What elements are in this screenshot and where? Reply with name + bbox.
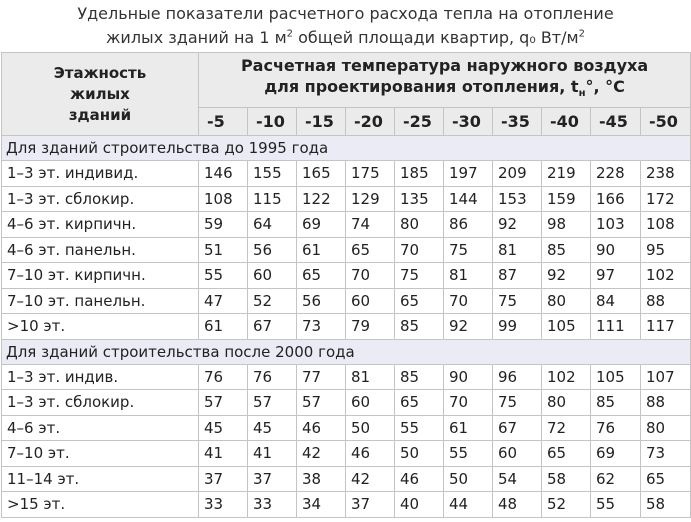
section-row <box>2 136 691 161</box>
row-label: 1–3 эт. сблокир. <box>2 390 199 416</box>
table-cell: 228 <box>591 161 641 187</box>
table-cell: 153 <box>493 186 542 212</box>
table-cell: 52 <box>542 492 591 518</box>
table-cell: 108 <box>641 212 691 238</box>
table-cell: 165 <box>297 161 346 187</box>
table-cell: 185 <box>395 161 444 187</box>
section-title: Для зданий строительства до 1995 года <box>2 136 691 161</box>
row-label: >10 эт. <box>2 314 199 340</box>
table-cell: 81 <box>346 364 395 390</box>
table-cell: 129 <box>346 186 395 212</box>
table-cell: 86 <box>444 212 493 238</box>
table-cell: 90 <box>444 364 493 390</box>
table-row <box>2 186 691 212</box>
table-cell: 80 <box>641 415 691 441</box>
table-cell: 55 <box>199 263 248 289</box>
table-cell: 74 <box>346 212 395 238</box>
title-line-2 <box>0 26 691 50</box>
floors-header-line-2: жилых <box>70 84 130 103</box>
table-cell: 54 <box>493 466 542 492</box>
table-cell: 81 <box>444 263 493 289</box>
table-cell: 102 <box>542 364 591 390</box>
table-cell: 51 <box>199 237 248 263</box>
table-cell: 57 <box>199 390 248 416</box>
table-cell: 105 <box>591 364 641 390</box>
table-cell: 107 <box>641 364 691 390</box>
table-cell: 70 <box>395 237 444 263</box>
table-cell: 197 <box>444 161 493 187</box>
table-cell: 57 <box>297 390 346 416</box>
title-line-2-prefix: жилых зданий на 1 м <box>106 28 287 47</box>
table-cell: 159 <box>542 186 591 212</box>
table-cell: 69 <box>297 212 346 238</box>
table-cell: 92 <box>444 314 493 340</box>
table-cell: 75 <box>395 263 444 289</box>
temperature-header-line-2 <box>264 77 625 100</box>
section-title: Для зданий строительства после 2000 года <box>2 339 691 364</box>
temp-column-header: -5 <box>199 108 248 136</box>
table-cell: 172 <box>641 186 691 212</box>
table-cell: 88 <box>641 390 691 416</box>
temp-column-header: -40 <box>542 108 591 136</box>
row-label: 1–3 эт. индив. <box>2 364 199 390</box>
table-cell: 92 <box>493 212 542 238</box>
table-cell: 70 <box>444 288 493 314</box>
table-cell: 85 <box>395 314 444 340</box>
table-cell: 70 <box>444 390 493 416</box>
table-cell: 81 <box>493 237 542 263</box>
temperature-header-line-1: Расчетная температура наружного воздуха <box>240 56 649 76</box>
table-cell: 95 <box>641 237 691 263</box>
table-cell: 69 <box>591 441 641 467</box>
table-cell: 65 <box>297 263 346 289</box>
table-cell: 90 <box>591 237 641 263</box>
table-cell: 61 <box>297 237 346 263</box>
table-cell: 45 <box>248 415 297 441</box>
table-cell: 59 <box>199 212 248 238</box>
table-cell: 65 <box>346 237 395 263</box>
table-cell: 42 <box>346 466 395 492</box>
table-cell: 58 <box>641 492 691 518</box>
temperature-header-sub: н <box>578 88 586 100</box>
table-cell: 65 <box>395 288 444 314</box>
table-cell: 75 <box>493 288 542 314</box>
heat-consumption-table <box>1 52 691 518</box>
table-cell: 108 <box>199 186 248 212</box>
temperature-header <box>199 53 691 108</box>
table-cell: 105 <box>542 314 591 340</box>
floors-header <box>2 53 199 136</box>
table-cell: 65 <box>542 441 591 467</box>
temp-column-header: -20 <box>346 108 395 136</box>
table-cell: 50 <box>346 415 395 441</box>
table-row <box>2 237 691 263</box>
table-cell: 209 <box>493 161 542 187</box>
table-cell: 47 <box>199 288 248 314</box>
table-cell: 76 <box>591 415 641 441</box>
temperature-header-suffix: °, °C <box>585 77 625 97</box>
table-cell: 238 <box>641 161 691 187</box>
table-cell: 61 <box>199 314 248 340</box>
table-cell: 46 <box>346 441 395 467</box>
table-cell: 76 <box>248 364 297 390</box>
table-cell: 57 <box>248 390 297 416</box>
table-cell: 117 <box>641 314 691 340</box>
title-sup-2: 2 <box>578 28 585 40</box>
table-cell: 40 <box>395 492 444 518</box>
table-row <box>2 492 691 518</box>
temperature-header-prefix: для проектирования отопления, t <box>264 77 579 97</box>
title-line-1: Удельные показатели расчетного расхода тепла на отопление <box>77 4 614 23</box>
row-label: 4–6 эт. кирпичн. <box>2 212 199 238</box>
table-cell: 85 <box>395 364 444 390</box>
table-cell: 33 <box>199 492 248 518</box>
table-cell: 50 <box>395 441 444 467</box>
table-cell: 166 <box>591 186 641 212</box>
row-label: 4–6 эт. панельн. <box>2 237 199 263</box>
floors-header-line-1: Этажность <box>53 63 147 82</box>
table-row <box>2 288 691 314</box>
table-cell: 103 <box>591 212 641 238</box>
temp-column-header: -35 <box>493 108 542 136</box>
table-cell: 146 <box>199 161 248 187</box>
table-row <box>2 364 691 390</box>
table-cell: 55 <box>591 492 641 518</box>
table-row <box>2 390 691 416</box>
table-row <box>2 466 691 492</box>
table-cell: 80 <box>395 212 444 238</box>
table-cell: 67 <box>493 415 542 441</box>
row-label: 1–3 эт. сблокир. <box>2 186 199 212</box>
table-cell: 67 <box>248 314 297 340</box>
table-cell: 46 <box>395 466 444 492</box>
table-cell: 85 <box>542 237 591 263</box>
table-cell: 115 <box>248 186 297 212</box>
table-row <box>2 441 691 467</box>
temp-column-header: -10 <box>248 108 297 136</box>
row-label: 7–10 эт. кирпичн. <box>2 263 199 289</box>
table-row <box>2 263 691 289</box>
table-cell: 42 <box>297 441 346 467</box>
table-title <box>0 0 691 52</box>
table-cell: 70 <box>346 263 395 289</box>
table-cell: 77 <box>297 364 346 390</box>
table-cell: 84 <box>591 288 641 314</box>
title-line-2-middle: общей площади квартир, q₀ Вт/м <box>293 28 579 47</box>
table-cell: 52 <box>248 288 297 314</box>
table-cell: 175 <box>346 161 395 187</box>
table-cell: 79 <box>346 314 395 340</box>
table-row <box>2 314 691 340</box>
table-cell: 135 <box>395 186 444 212</box>
table-cell: 44 <box>444 492 493 518</box>
table-cell: 58 <box>542 466 591 492</box>
table-cell: 46 <box>297 415 346 441</box>
table-cell: 65 <box>395 390 444 416</box>
table-cell: 219 <box>542 161 591 187</box>
table-cell: 61 <box>444 415 493 441</box>
temp-column-header: -15 <box>297 108 346 136</box>
table-cell: 73 <box>297 314 346 340</box>
row-label: 11–14 эт. <box>2 466 199 492</box>
table-row <box>2 415 691 441</box>
table-row <box>2 161 691 187</box>
table-cell: 75 <box>444 237 493 263</box>
table-cell: 48 <box>493 492 542 518</box>
table-cell: 60 <box>248 263 297 289</box>
table-cell: 56 <box>297 288 346 314</box>
table-cell: 122 <box>297 186 346 212</box>
table-cell: 37 <box>199 466 248 492</box>
table-cell: 155 <box>248 161 297 187</box>
table-cell: 80 <box>542 390 591 416</box>
table-cell: 34 <box>297 492 346 518</box>
table-cell: 111 <box>591 314 641 340</box>
table-cell: 76 <box>199 364 248 390</box>
table-cell: 62 <box>591 466 641 492</box>
row-label: 4–6 эт. <box>2 415 199 441</box>
table-body <box>2 136 691 518</box>
table-cell: 37 <box>248 466 297 492</box>
row-label: >15 эт. <box>2 492 199 518</box>
table-cell: 60 <box>493 441 542 467</box>
section-row <box>2 339 691 364</box>
table-cell: 41 <box>199 441 248 467</box>
row-label: 7–10 эт. панельн. <box>2 288 199 314</box>
title-sup-1: 2 <box>286 28 294 40</box>
temp-column-header: -45 <box>591 108 641 136</box>
floors-header-line-3: зданий <box>68 105 132 124</box>
table-cell: 60 <box>346 390 395 416</box>
row-label: 1–3 эт. индивид. <box>2 161 199 187</box>
table-cell: 102 <box>641 263 691 289</box>
table-cell: 65 <box>641 466 691 492</box>
table-cell: 38 <box>297 466 346 492</box>
table-cell: 144 <box>444 186 493 212</box>
table-cell: 99 <box>493 314 542 340</box>
table-cell: 45 <box>199 415 248 441</box>
table-cell: 37 <box>346 492 395 518</box>
table-row <box>2 212 691 238</box>
table-cell: 56 <box>248 237 297 263</box>
table-cell: 88 <box>641 288 691 314</box>
table-cell: 55 <box>395 415 444 441</box>
temp-column-header: -30 <box>444 108 493 136</box>
table-cell: 75 <box>493 390 542 416</box>
table-cell: 80 <box>542 288 591 314</box>
table-cell: 98 <box>542 212 591 238</box>
table-cell: 72 <box>542 415 591 441</box>
table-cell: 60 <box>346 288 395 314</box>
temp-column-header: -25 <box>395 108 444 136</box>
table-cell: 73 <box>641 441 691 467</box>
table-cell: 97 <box>591 263 641 289</box>
table-cell: 96 <box>493 364 542 390</box>
table-cell: 85 <box>591 390 641 416</box>
table-cell: 64 <box>248 212 297 238</box>
table-cell: 55 <box>444 441 493 467</box>
table-cell: 87 <box>493 263 542 289</box>
table-cell: 41 <box>248 441 297 467</box>
table-cell: 50 <box>444 466 493 492</box>
table-cell: 33 <box>248 492 297 518</box>
table-cell: 92 <box>542 263 591 289</box>
temp-column-header: -50 <box>641 108 691 136</box>
row-label: 7–10 эт. <box>2 441 199 467</box>
